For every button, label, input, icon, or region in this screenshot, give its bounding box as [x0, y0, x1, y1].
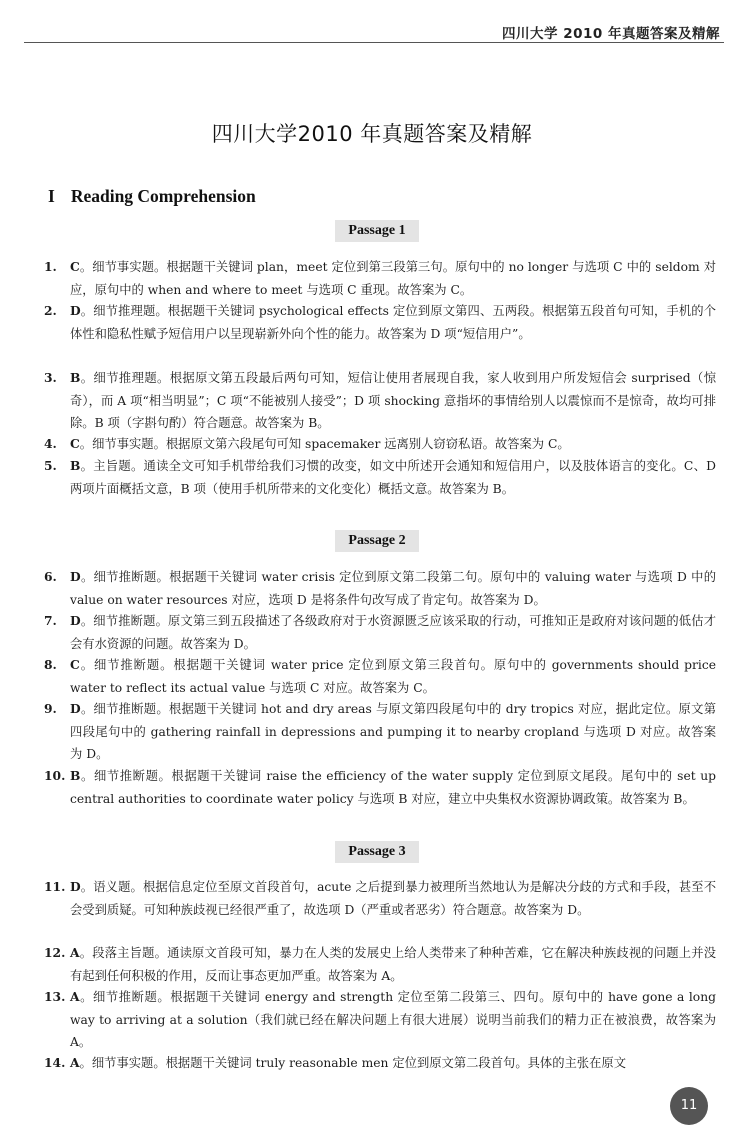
page-number-badge: 11: [670, 1087, 708, 1125]
answer-item: [44, 610, 716, 655]
answer-letter: A: [70, 1055, 80, 1070]
answer-item: [44, 1052, 716, 1075]
answer-letter: B: [70, 458, 81, 473]
answer-text: 。段落主旨题。通读原文首段可知，暴力在人类的发展史上给人类带来了种种苦难，它在解决种族歧视的问题上并没有起到任何积极的作用，反而让事态更加严重。故答案为 A。: [70, 946, 716, 983]
answer-text: 。细节推断题。根据题干关键词 water price 定位到原文第三段首句。原句中的 governments should price water to reflect its actual value 与选项 C 对应。故答案为 C。: [70, 658, 716, 695]
answer-number: 5.: [44, 458, 57, 473]
answer-letter: B: [70, 370, 81, 385]
section-numeral: I: [48, 186, 55, 206]
answer-text: 。细节事实题。根据原文第六段尾句可知 spacemaker 远离别人窃窃私语。故答案为 C。: [79, 437, 570, 451]
answer-text: 。细节事实题。根据题干关键词 truly reasonable men 定位到原文第二段首句。具体的主张在原文: [79, 1056, 626, 1070]
passage-title: Passage 1: [335, 220, 419, 242]
answer-number: 6.: [44, 569, 57, 584]
answer-text: 。主旨题。通读全文可知手机带给我们习惯的改变，如文中所述开会通知和短信用户，以及肢体语言的变化。C、D 两项片面概括文意，B 项（使用手机所带来的文化变化）概括文意。故答案为 B。: [70, 459, 716, 496]
answer-letter: D: [70, 701, 81, 716]
answer-number: 8.: [44, 657, 57, 672]
running-head: [0, 0, 744, 44]
answer-number: 2.: [44, 303, 57, 318]
header-rule: [24, 42, 724, 43]
answer-item: [44, 698, 716, 766]
running-head-label: 四川大学 2010 年真题答案及精解: [502, 26, 720, 42]
answer-text: 。细节推理题。根据原文第五段最后两句可知，短信让使用者展现自我，家人收到用户所发短信会 surprised（惊奇），而 A 项“相当明显”；C 项“不能被别人接受”；D 项 shocking 意指坏的事情给别人以震惊而不是惊奇，故均可排除。B 项（字斟句酌）符合题意。故答案为 B。: [70, 371, 716, 430]
answer-number: 1.: [44, 259, 57, 274]
answer-letter: D: [70, 879, 81, 894]
answer-letter: D: [70, 613, 81, 628]
answer-letter: C: [70, 436, 80, 451]
answer-item: [44, 433, 716, 456]
answer-letter: C: [70, 657, 80, 672]
answer-letter: D: [70, 569, 81, 584]
answer-letter: A: [70, 989, 80, 1004]
section-heading: [48, 186, 256, 207]
answer-text: 。细节推理题。根据题干关键词 psychological effects 定位到原文第四、五两段。根据第五段首句可知，手机的个体性和隐私性赋予短信用户以呈现崭新外向个性的能力。故答案为 D 项“短信用户”。: [70, 304, 716, 341]
page-title: 四川大学2010 年真题答案及精解: [211, 122, 533, 147]
passage-title: Passage 2: [335, 530, 419, 552]
answer-letter: B: [70, 768, 81, 783]
answer-item: [44, 986, 716, 1054]
answer-text: 。细节事实题。根据题干关键词 plan，meet 定位到第三段第三句。原句中的 no longer 与选项 C 中的 seldom 对应，原句中的 when and where to meet 与选项 C 重现。故答案为 C。: [70, 260, 716, 297]
answer-item: [44, 765, 716, 810]
answer-number: 13.: [44, 989, 66, 1004]
passage-title: Passage 3: [335, 841, 419, 863]
answer-text: 。细节推断题。根据题干关键词 hot and dry areas 与原文第四段尾句中的 dry tropics 对应，据此定位。原文第四段尾句中的 gathering rainfall in depressions and pumping it to nearby cropland 与选项 D 对应。故答案为 D。: [70, 702, 716, 761]
answer-item: [44, 367, 716, 435]
answer-number: 4.: [44, 436, 57, 451]
answer-number: 7.: [44, 613, 57, 628]
answer-item: [44, 256, 716, 301]
answer-number: 10.: [44, 768, 66, 783]
answer-number: 12.: [44, 945, 66, 960]
answer-item: [44, 300, 716, 345]
answer-letter: D: [70, 303, 81, 318]
answer-text: 。语义题。根据信息定位至原文首段首句，acute 之后提到暴力被理所当然地认为是解决分歧的方式和手段，甚至不会受到质疑。可知种族歧视已经很严重了，故选项 D（严重或者恶劣）符合题意。故答案为 D。: [70, 880, 716, 917]
answer-text: 。细节推断题。根据题干关键词 water crisis 定位到原文第二段第二句。原句中的 valuing water 与选项 D 中的 value on water resources 对应，选项 D 是将条件句改写成了肯定句。故答案为 D。: [70, 570, 716, 607]
answer-item: [44, 654, 716, 699]
answer-letter: A: [70, 945, 80, 960]
answer-letter: C: [70, 259, 80, 274]
answer-number: 3.: [44, 370, 57, 385]
answer-item: [44, 455, 716, 500]
answer-text: 。细节推断题。原文第三到五段描述了各级政府对于水资源匮乏应该采取的行动，可推知正是政府对该问题的低估才会有水资源的问题。故答案为 D。: [70, 614, 716, 651]
answer-item: [44, 942, 716, 987]
answer-text: 。细节推断题。根据题干关键词 raise the efficiency of the water supply 定位到原文尾段。尾句中的 set up central authorities to coordinate water policy 与选项 B 对应，建立中央集权水资源协调政策。故答案为 B。: [70, 769, 716, 806]
answer-number: 14.: [44, 1055, 66, 1070]
answer-text: 。细节推断题。根据题干关键词 energy and strength 定位至第二段第三、四句。原句中的 have gone a long way to arriving at a solution（我们就已经在解决问题上有很大进展）说明当前我们的精力正在被浪费，故答案为 A。: [70, 990, 716, 1049]
answer-item: [44, 566, 716, 611]
answer-number: 9.: [44, 701, 57, 716]
section-title: Reading Comprehension: [70, 186, 256, 206]
answer-item: [44, 876, 716, 921]
answer-number: 11.: [44, 879, 66, 894]
